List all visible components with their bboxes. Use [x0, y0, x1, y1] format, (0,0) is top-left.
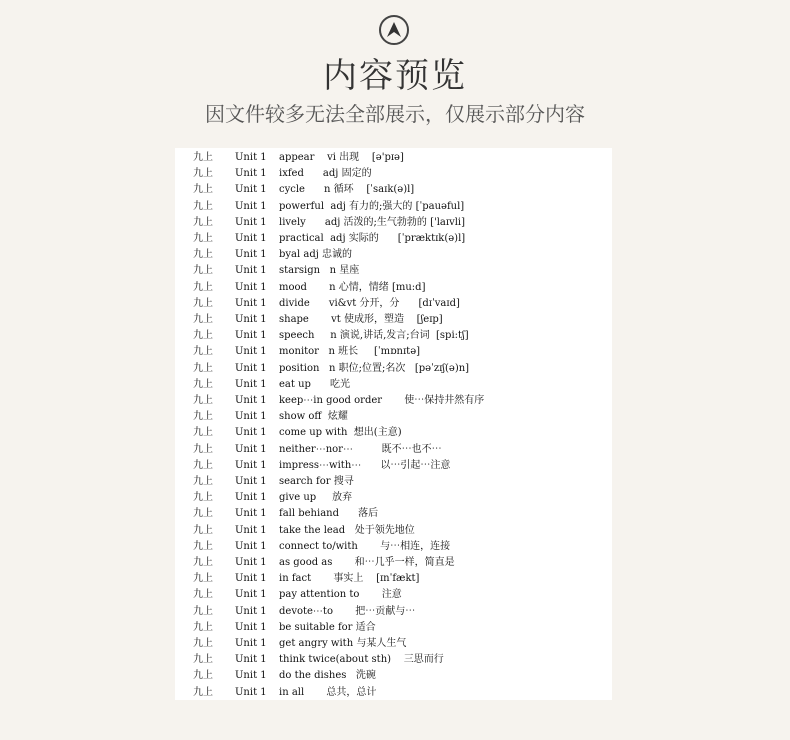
grade-cell: 九上	[193, 168, 213, 180]
unit-cell: Unit 1	[235, 605, 267, 617]
entry-cell: think twice(about sth) 三思而行	[279, 654, 444, 666]
grade-cell: 九上	[193, 314, 213, 325]
entry-cell: ixfed adj 固定的	[279, 168, 372, 180]
unit-cell: Unit 1	[235, 395, 267, 406]
grade-cell: 九上	[193, 492, 213, 504]
grade-cell: 九上	[193, 346, 213, 358]
entry-cell: search for 搜寻	[279, 476, 354, 487]
unit-cell: Unit 1	[235, 524, 267, 536]
entry-cell: pay attention to 注意	[279, 589, 402, 601]
unit-cell: Unit 1	[235, 686, 267, 698]
entry-cell: come up with 想出(主意)	[279, 427, 402, 439]
unit-cell: Unit 1	[235, 362, 267, 374]
entry-cell: monitor n 班长 [ˈmɒnɪtə]	[279, 346, 421, 358]
grade-cell: 九上	[193, 152, 213, 163]
entry-cell: in all 总共，总计	[279, 686, 377, 698]
grade-cell: 九上	[193, 281, 213, 293]
entry-cell: show off 炫耀	[279, 411, 348, 423]
grade-cell: 九上	[193, 508, 213, 520]
entry-cell: practical adj 实际的 [ˈpræktɪk(ə)l]	[279, 233, 466, 244]
grade-cell: 九上	[193, 297, 213, 309]
entry-cell: eat up 吃光	[279, 378, 350, 390]
entry-cell: appear vi 出现 [ə'pɪə]	[279, 152, 404, 163]
unit-cell: Unit 1	[235, 492, 267, 504]
unit-cell: Unit 1	[235, 265, 267, 277]
grade-cell: 九上	[193, 621, 213, 633]
entry-cell: byal adj 忠诚的	[279, 249, 353, 261]
unit-cell: Unit 1	[235, 330, 267, 342]
unit-cell: Unit 1	[235, 184, 267, 196]
grade-cell: 九上	[193, 589, 213, 601]
grade-cell: 九上	[193, 476, 213, 487]
entry-cell: mood n 心情，情绪 [mu:d]	[279, 281, 426, 293]
entry-cell: devote⋯to 把⋯贡献与⋯	[279, 605, 416, 617]
grade-cell: 九上	[193, 330, 213, 342]
grade-cell: 九上	[193, 200, 213, 212]
entry-cell: cycle n 循环 [ˈsaɪk(ə)l]	[279, 184, 415, 196]
entry-cell: starsign n 星座	[279, 265, 360, 277]
grade-cell: 九上	[193, 638, 213, 649]
entry-cell: get angry with 与某人生气	[279, 638, 407, 649]
entry-cell: do the dishes 洗碗	[279, 670, 376, 682]
entry-cell: give up 放弃	[279, 492, 353, 504]
unit-cell: Unit 1	[235, 508, 267, 520]
page-subtitle: 因文件较多无法全部展示，仅展示部分内容	[205, 102, 585, 126]
unit-cell: Unit 1	[235, 427, 267, 439]
unit-cell: Unit 1	[235, 670, 267, 682]
entry-cell: lively adj 活泼的;生气勃勃的 ['laɪvli]	[279, 216, 466, 228]
document-preview	[175, 148, 612, 700]
entry-cell: divide vi&vt 分开，分 [dɪˈvaɪd]	[279, 297, 460, 309]
entry-cell: impress⋯with⋯ 以⋯引起⋯注意	[279, 459, 451, 471]
grade-cell: 九上	[193, 249, 213, 261]
grade-cell: 九上	[193, 557, 213, 568]
grade-cell: 九上	[193, 184, 213, 196]
unit-cell: Unit 1	[235, 152, 267, 163]
grade-cell: 九上	[193, 540, 213, 552]
unit-cell: Unit 1	[235, 621, 267, 633]
entry-cell: take the lead 处于领先地位	[279, 524, 415, 536]
entry-cell: be suitable for 适合	[279, 621, 376, 633]
unit-cell: Unit 1	[235, 216, 267, 228]
unit-cell: Unit 1	[235, 443, 267, 455]
grade-cell: 九上	[193, 654, 213, 666]
entry-cell: shape vt 使成形，塑造 [ʃeɪp]	[279, 314, 443, 325]
unit-cell: Unit 1	[235, 200, 267, 212]
grade-cell: 九上	[193, 573, 213, 585]
entry-cell: neither⋯nor⋯ 既不⋯也不⋯	[279, 443, 442, 455]
grade-cell: 九上	[193, 443, 213, 455]
grade-cell: 九上	[193, 459, 213, 471]
grade-cell: 九上	[193, 524, 213, 536]
grade-cell: 九上	[193, 605, 213, 617]
unit-cell: Unit 1	[235, 378, 267, 390]
unit-cell: Unit 1	[235, 249, 267, 261]
unit-cell: Unit 1	[235, 281, 267, 293]
entry-cell: keep⋯in good order 使⋯保持井然有序	[279, 395, 485, 406]
grade-cell: 九上	[193, 686, 213, 698]
unit-cell: Unit 1	[235, 654, 267, 666]
unit-cell: Unit 1	[235, 638, 267, 649]
grade-cell: 九上	[193, 233, 213, 244]
grade-cell: 九上	[193, 670, 213, 682]
grade-cell: 九上	[193, 362, 213, 374]
unit-cell: Unit 1	[235, 540, 267, 552]
unit-cell: Unit 1	[235, 589, 267, 601]
entry-cell: position n 职位;位置;名次 [pəˈzɪʃ(ə)n]	[279, 362, 470, 374]
unit-cell: Unit 1	[235, 297, 267, 309]
unit-cell: Unit 1	[235, 168, 267, 180]
unit-cell: Unit 1	[235, 476, 267, 487]
unit-cell: Unit 1	[235, 411, 267, 423]
grade-cell: 九上	[193, 427, 213, 439]
unit-cell: Unit 1	[235, 233, 267, 244]
unit-cell: Unit 1	[235, 314, 267, 325]
entry-cell: speech n 演说,讲话,发言;台词 [spi:tʃ]	[279, 330, 469, 342]
entry-cell: connect to/with 与⋯相连，连接	[279, 540, 451, 552]
unit-cell: Unit 1	[235, 573, 267, 585]
grade-cell: 九上	[193, 395, 213, 406]
unit-cell: Unit 1	[235, 459, 267, 471]
up-arrow-circle-icon	[379, 15, 409, 45]
entry-cell: as good as 和⋯几乎一样，简直是	[279, 557, 455, 568]
entry-cell: fall behiand 落后	[279, 508, 379, 520]
page-title: 内容预览	[323, 56, 467, 96]
preview-header	[0, 0, 790, 148]
grade-cell: 九上	[193, 265, 213, 277]
grade-cell: 九上	[193, 378, 213, 390]
entry-cell: powerful adj 有力的;强大的 [ˈpauəful]	[279, 200, 465, 212]
grade-cell: 九上	[193, 411, 213, 423]
entry-cell: in fact 事实上 [ɪnˈfækt]	[279, 573, 420, 585]
unit-cell: Unit 1	[235, 346, 267, 358]
unit-cell: Unit 1	[235, 557, 267, 568]
grade-cell: 九上	[193, 216, 213, 228]
